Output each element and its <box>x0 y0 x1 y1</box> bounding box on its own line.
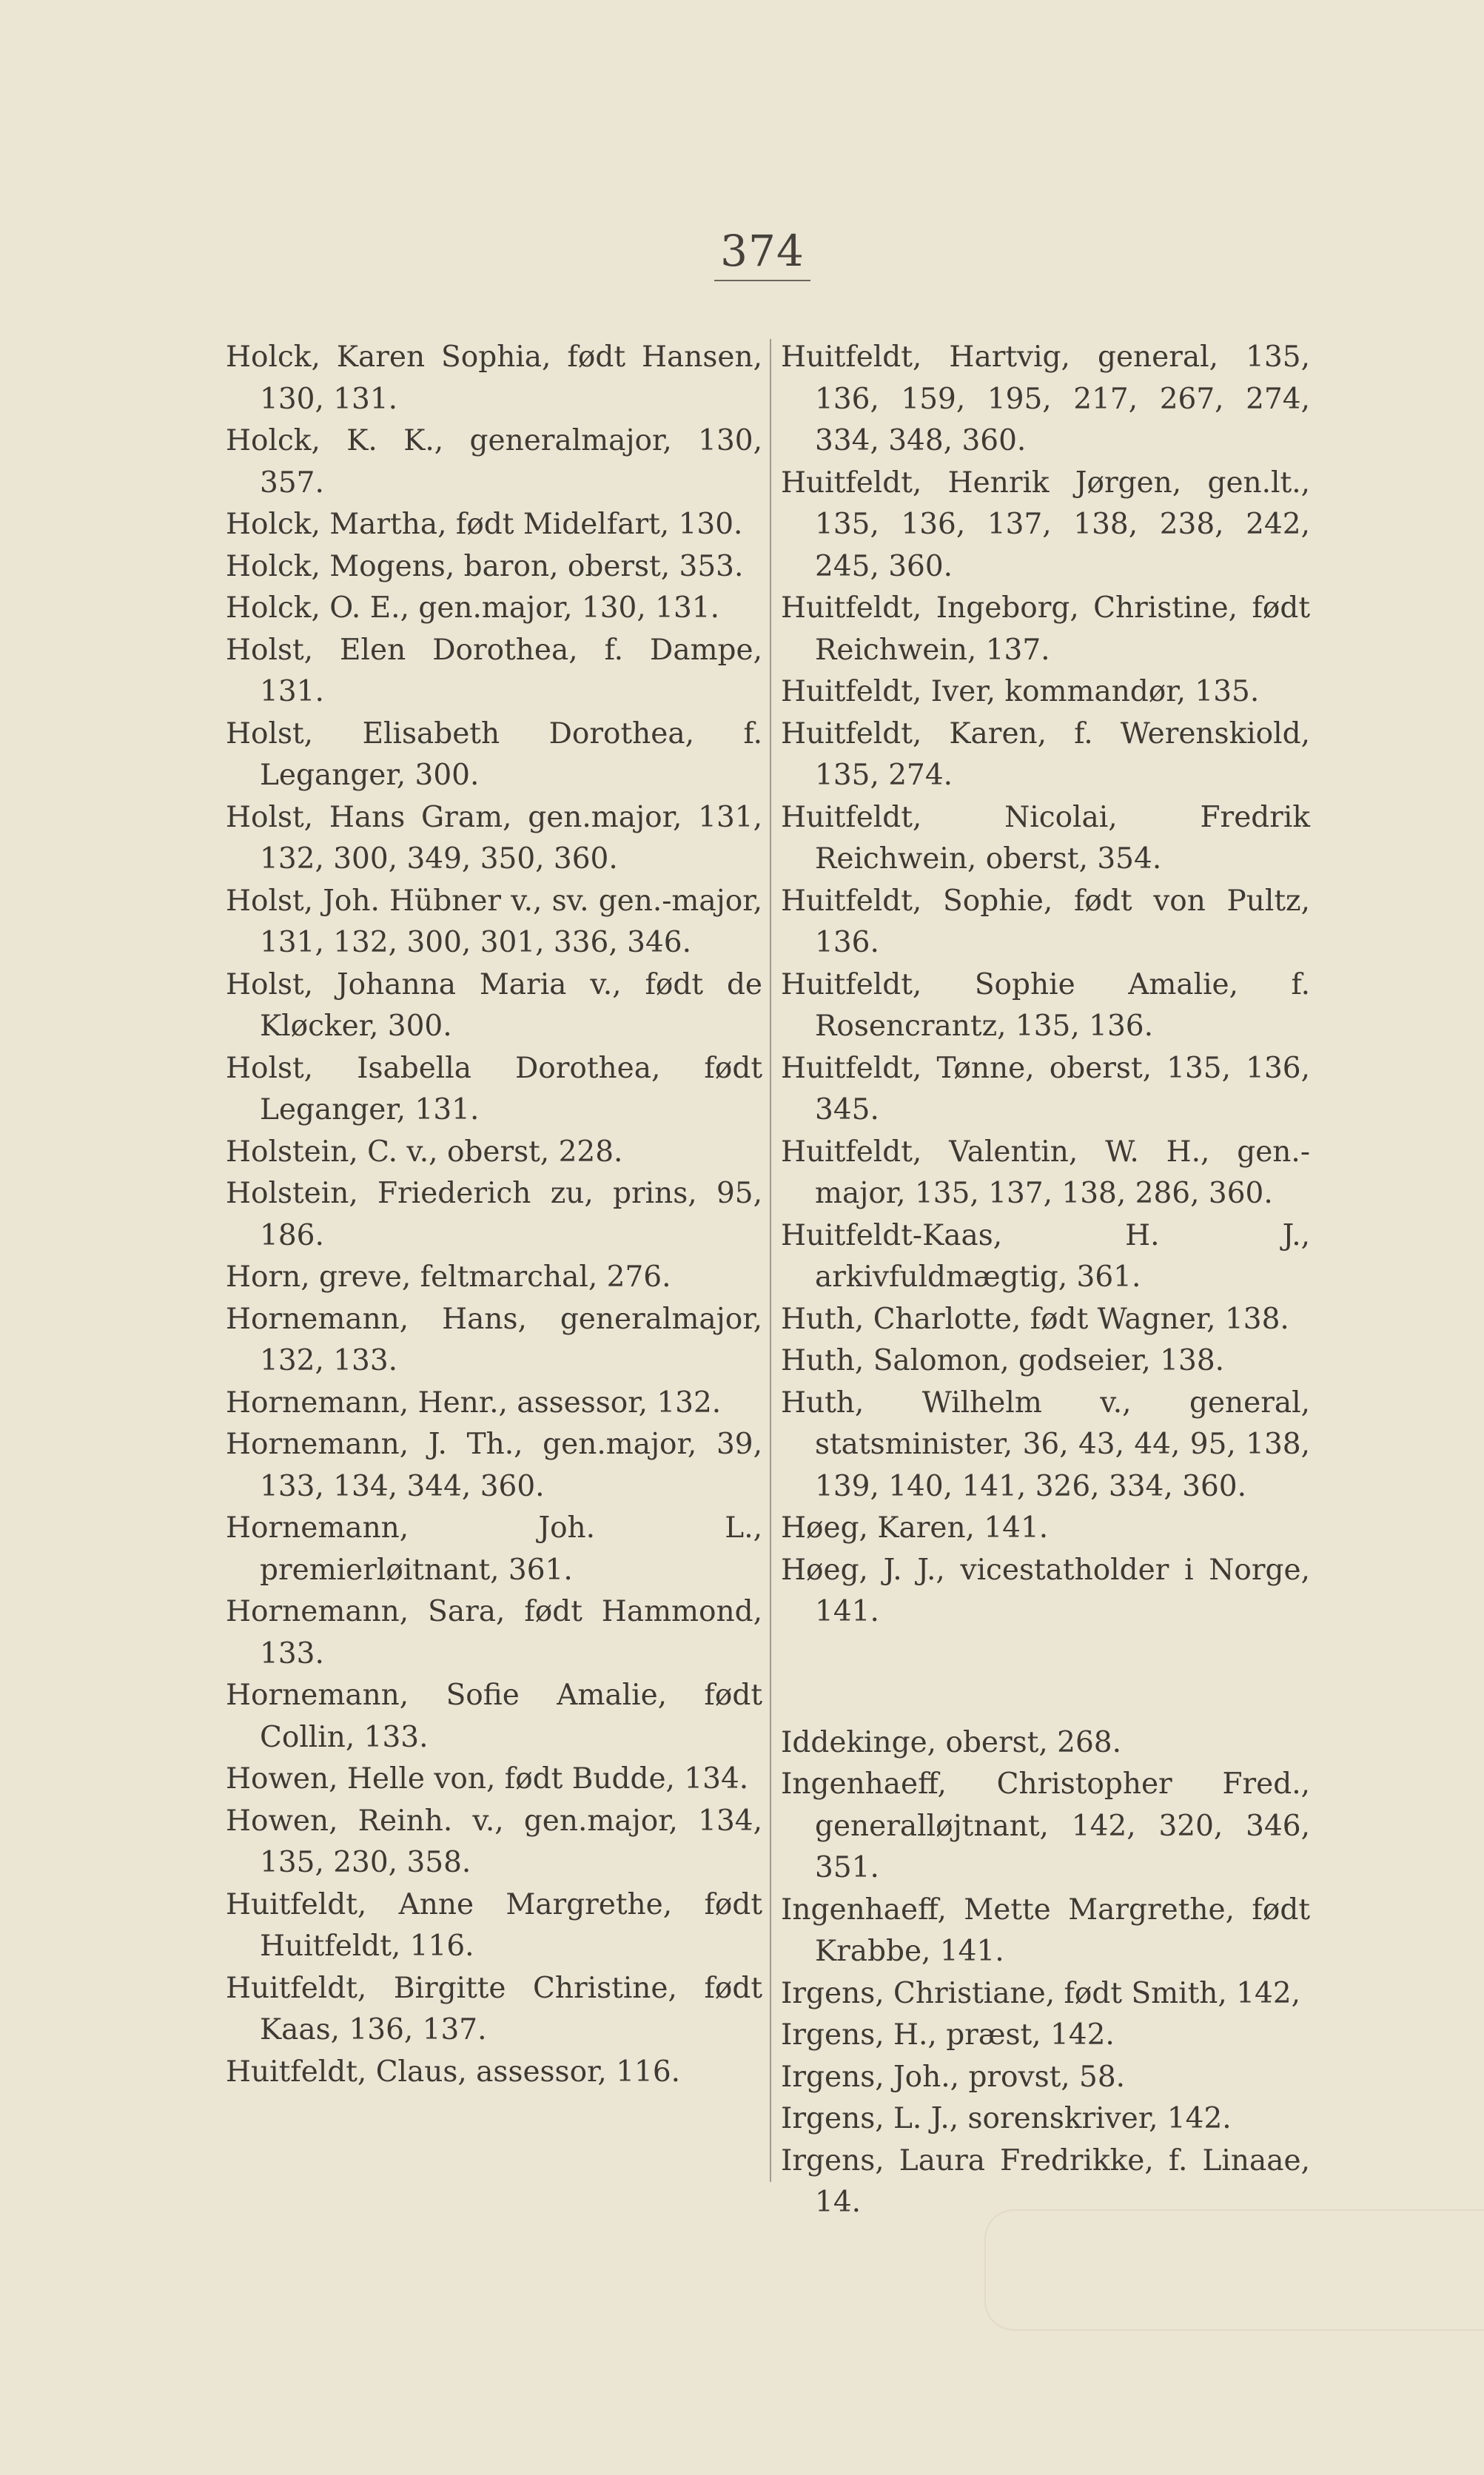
index-entry: Iddekinge, oberst, 268. <box>781 1725 1121 1759</box>
index-entry: Hornemann, Sofie Amalie, født Collin, 133. <box>226 1679 762 1754</box>
index-entry: Huitfeldt-Kaas, H. J., arkivfuldmægtig, 361. <box>781 1218 1310 1294</box>
index-entry: Huitfeldt, Henrik Jørgen, gen.lt., 135, 136, 137, 138, 238, 242, 245, 360. <box>781 466 1310 583</box>
index-entry: Holck, K. K., generalmajor, 130, 357. <box>226 424 762 500</box>
index-entry: Huitfeldt, Claus, assessor, 116. <box>226 2055 681 2089</box>
index-entry: Hornemann, Henr., assessor, 132. <box>226 1386 722 1420</box>
index-entry: Huitfeldt, Sophie, født von Pultz, 136. <box>781 884 1310 959</box>
index-entry: Howen, Helle von, født Budde, 134. <box>226 1762 749 1796</box>
right-index-column <box>781 337 1310 2224</box>
index-entry: Huitfeldt, Tønne, oberst, 135, 136, 345. <box>781 1051 1310 1126</box>
index-entry: Holck, Karen Sophia, født Hansen, 130, 131. <box>226 340 762 416</box>
index-entry: Huitfeldt, Anne Margrethe, født Huitfeldt, 116. <box>226 1887 762 1963</box>
index-entry: Huitfeldt, Ingeborg, Christine, født Reichwein, 137. <box>781 591 1310 667</box>
index-entry: Huitfeldt, Karen, f. Werenskiold, 135, 274. <box>781 716 1310 792</box>
index-entry: Huth, Salomon, godseier, 138. <box>781 1344 1225 1377</box>
index-entry: Holck, Martha, født Midelfart, 130. <box>226 508 743 541</box>
index-entry: Huitfeldt, Valentin, W. H., gen.-major, 135, 137, 138, 286, 360. <box>781 1135 1310 1210</box>
index-entry: Holst, Hans Gram, gen.major, 131, 132, 300, 349, 350, 360. <box>226 800 762 876</box>
page-number-rule <box>714 280 810 281</box>
index-entry: Howen, Reinh. v., gen.major, 134, 135, 230, 358. <box>226 1804 762 1879</box>
index-entry: Ingenhaeff, Mette Margrethe, født Krabbe, 141. <box>781 1893 1310 1968</box>
index-entry: Huitfeldt, Iver, kommandør, 135. <box>781 675 1260 708</box>
index-entry: Høeg, J. J., vicestatholder i Norge, 141. <box>781 1553 1310 1628</box>
index-entry: Holst, Elisabeth Dorothea, f. Leganger, 300. <box>226 716 762 792</box>
index-entry: Holst, Joh. Hübner v., sv. gen.-major, 131, 132, 300, 301, 336, 346. <box>226 884 762 959</box>
index-entry: Huitfeldt, Birgitte Christine, født Kaas, 136, 137. <box>226 1971 762 2046</box>
index-entry: Holst, Isabella Dorothea, født Leganger, 131. <box>226 1051 762 1126</box>
index-entry: Hornemann, Joh. L., premierløitnant, 361. <box>226 1511 762 1587</box>
index-entry: Huitfeldt, Sophie Amalie, f. Rosencrantz, 135, 136. <box>781 967 1310 1043</box>
index-entry: Huitfeldt, Hartvig, general, 135, 136, 159, 195, 217, 267, 274, 334, 348, 360. <box>781 340 1310 457</box>
index-entry: Huitfeldt, Nicolai, Fredrik Reichwein, oberst, 354. <box>781 800 1310 876</box>
paper-stain <box>984 2209 1484 2331</box>
index-entry: Holst, Johanna Maria v., født de Kløcker, 300. <box>226 967 762 1043</box>
index-entry: Hornemann, J. Th., gen.major, 39, 133, 134, 344, 360. <box>226 1428 762 1503</box>
left-index-column <box>226 337 762 2093</box>
index-entry: Huth, Wilhelm v., general, statsminister, 36, 43, 44, 95, 138, 139, 140, 141, 326, 334, 360. <box>781 1386 1310 1503</box>
index-entry: Høeg, Karen, 141. <box>781 1511 1049 1545</box>
index-entry: Holck, Mogens, baron, oberst, 353. <box>226 549 744 583</box>
index-entry: Hornemann, Sara, født Hammond, 133. <box>226 1595 762 1670</box>
index-entry: Irgens, H., præst, 142. <box>781 2018 1115 2052</box>
index-entry: Ingenhaeff, Christopher Fred., generalløjtnant, 142, 320, 346, 351. <box>781 1767 1310 1884</box>
index-entry: Holck, O. E., gen.major, 130, 131. <box>226 591 719 625</box>
index-entry: Irgens, Laura Fredrikke, f. Linaae, 14. <box>781 2143 1310 2219</box>
index-entry: Horn, greve, feltmarchal, 276. <box>226 1260 671 1294</box>
index-entry: Holst, Elen Dorothea, f. Dampe, 131. <box>226 633 762 708</box>
index-entry: Holstein, C. v., oberst, 228. <box>226 1135 623 1169</box>
index-entry: Huth, Charlotte, født Wagner, 138. <box>781 1302 1289 1336</box>
column-divider <box>770 339 771 2182</box>
page-number: 374 <box>720 226 805 276</box>
index-entry: Irgens, L. J., sorenskriver, 142. <box>781 2102 1232 2135</box>
index-entry: Irgens, Joh., provst, 58. <box>781 2060 1126 2094</box>
index-entry: Holstein, Friederich zu, prins, 95, 186. <box>226 1177 762 1252</box>
index-entry: Hornemann, Hans, generalmajor, 132, 133. <box>226 1302 762 1377</box>
index-entry: Irgens, Christiane, født Smith, 142, <box>781 1976 1301 2010</box>
